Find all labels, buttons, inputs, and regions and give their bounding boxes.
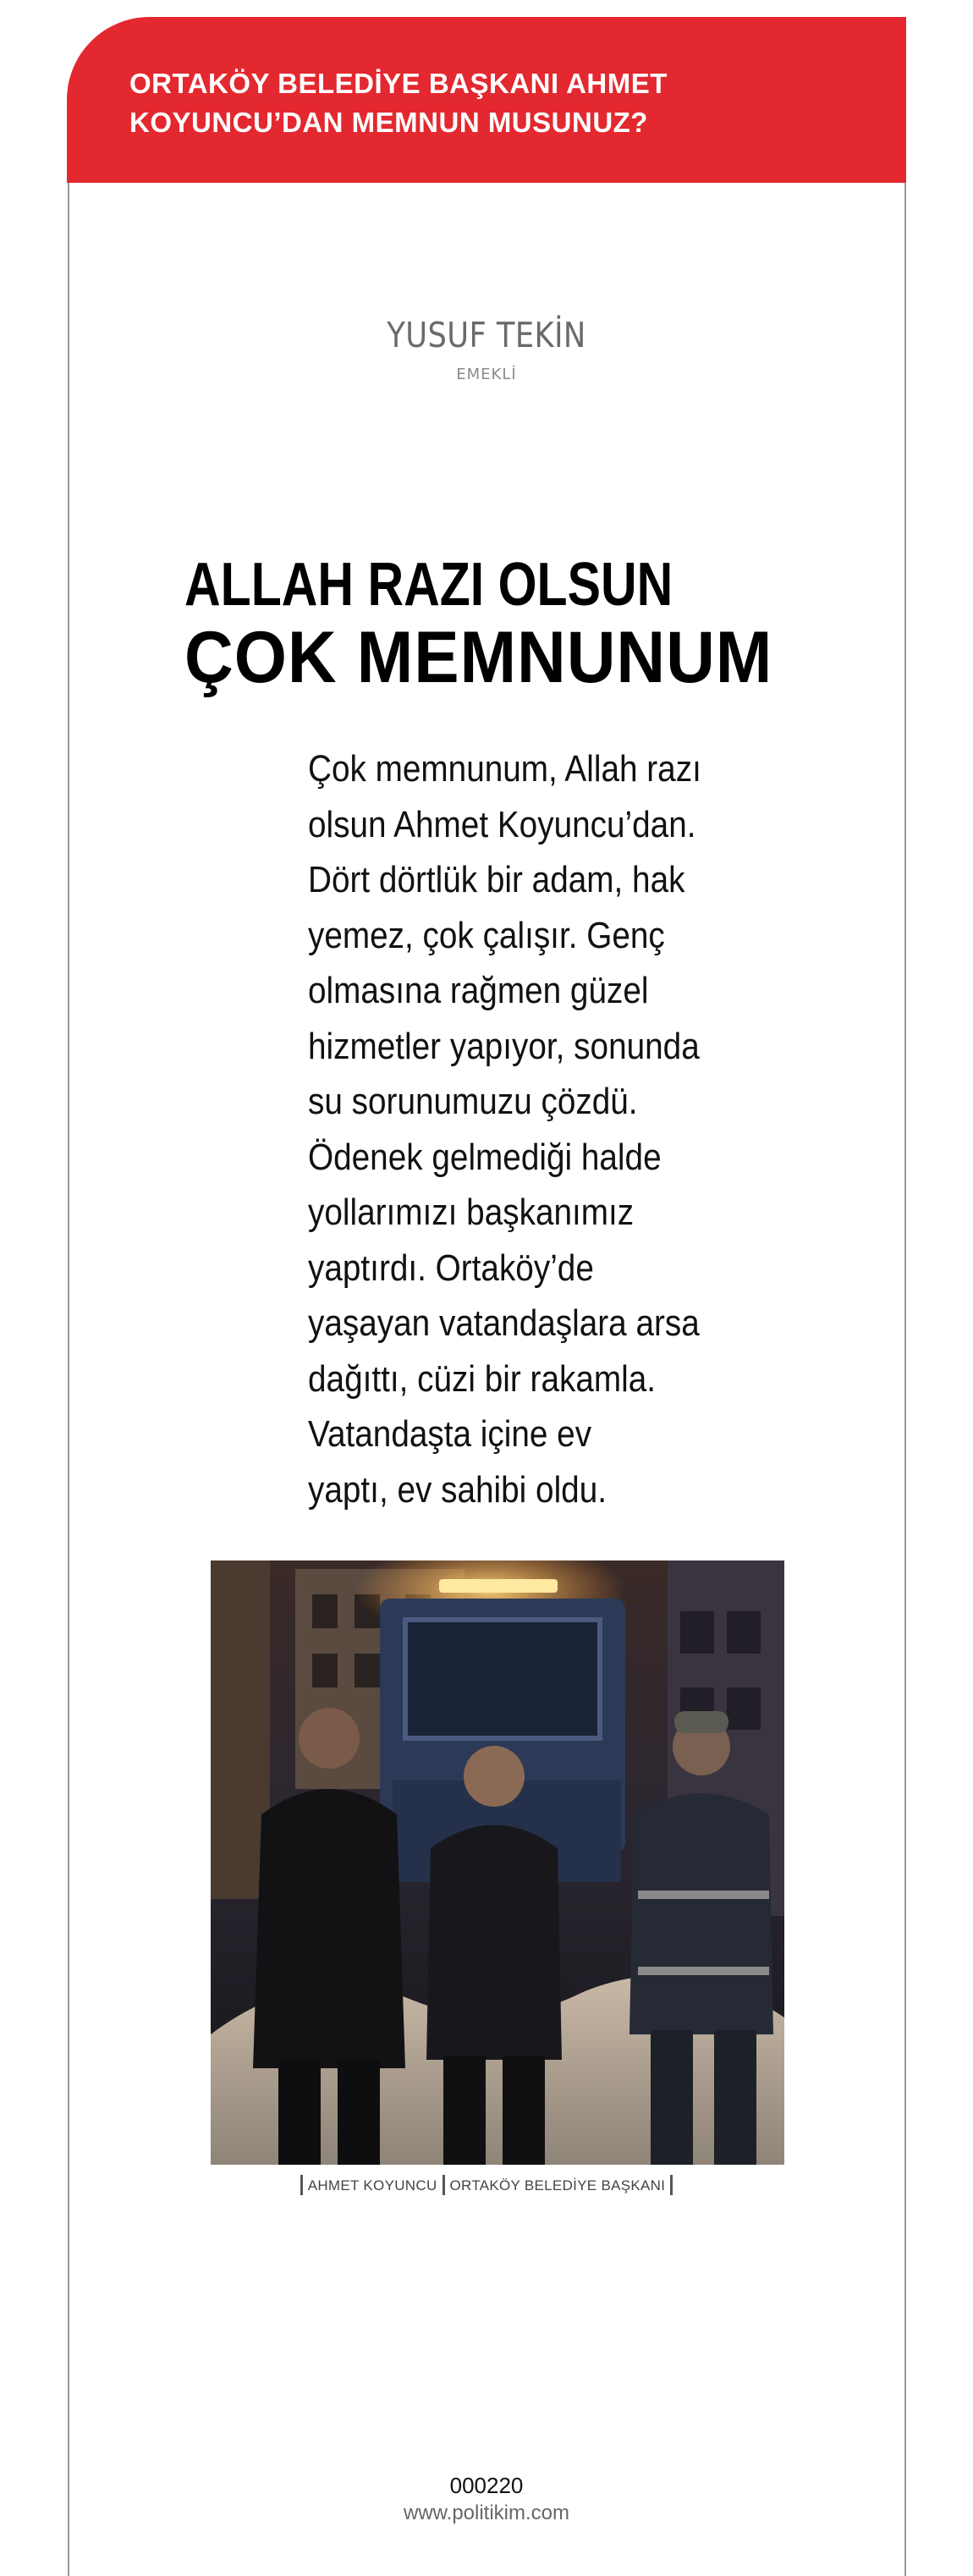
frame-right-border xyxy=(904,183,906,2576)
caption-divider xyxy=(300,2175,303,2195)
author-role: EMEKLİ xyxy=(456,366,517,383)
body-text xyxy=(308,741,748,1517)
header-title-line2: KOYUNCU’DAN MEMNUN MUSUNUZ? xyxy=(129,107,648,138)
frame-left-border xyxy=(68,183,69,2576)
body-line: Ödenek gelmediği halde xyxy=(308,1136,662,1178)
body-line: hizmetler yapıyor, sonunda xyxy=(308,1025,700,1067)
body-line: yaptı, ev sahibi oldu. xyxy=(308,1468,607,1511)
caption-divider xyxy=(443,2175,445,2195)
site-url: www.politikim.com xyxy=(403,2502,570,2524)
header-title xyxy=(129,64,857,142)
headline-line2: ÇOK MEMNUNUM xyxy=(184,617,773,698)
body-line: su sorunumuzu çözdü. xyxy=(308,1081,638,1122)
caption-name: AHMET KOYUNCU xyxy=(307,2177,437,2193)
body-line: yaşayan vatandaşlara arsa xyxy=(308,1302,700,1344)
caption-title: ORTAKÖY BELEDİYE BAŞKANI xyxy=(449,2177,666,2193)
body-line: olsun Ahmet Koyuncu’dan. xyxy=(308,803,696,845)
body-line: olmasına rağmen güzel xyxy=(308,970,649,1011)
body-line: Vatandaşta içine ev xyxy=(308,1413,592,1455)
header-title-line1: ORTAKÖY BELEDİYE BAŞKANI AHMET xyxy=(129,68,668,99)
body-line: yemez, çok çalışır. Genç xyxy=(308,914,665,956)
body-line: yollarımızı başkanımız xyxy=(308,1192,635,1233)
headline-line1: ALLAH RAZI OLSUN xyxy=(184,551,673,619)
author-name: YUSUF TEKİN xyxy=(387,315,586,355)
photo-caption xyxy=(0,2175,973,2195)
body-line: yaptırdı. Ortaköy’de xyxy=(308,1247,594,1289)
header-banner xyxy=(67,17,906,183)
caption-divider xyxy=(670,2175,673,2195)
body-line: Dört dörtlük bir adam, hak xyxy=(308,859,685,900)
body-line: dağıttı, cüzi bir rakamla. xyxy=(308,1357,657,1400)
news-photo xyxy=(211,1560,784,2165)
body-line: Çok memnunum, Allah razı xyxy=(308,748,701,790)
page-number: 000220 xyxy=(449,2473,524,2498)
